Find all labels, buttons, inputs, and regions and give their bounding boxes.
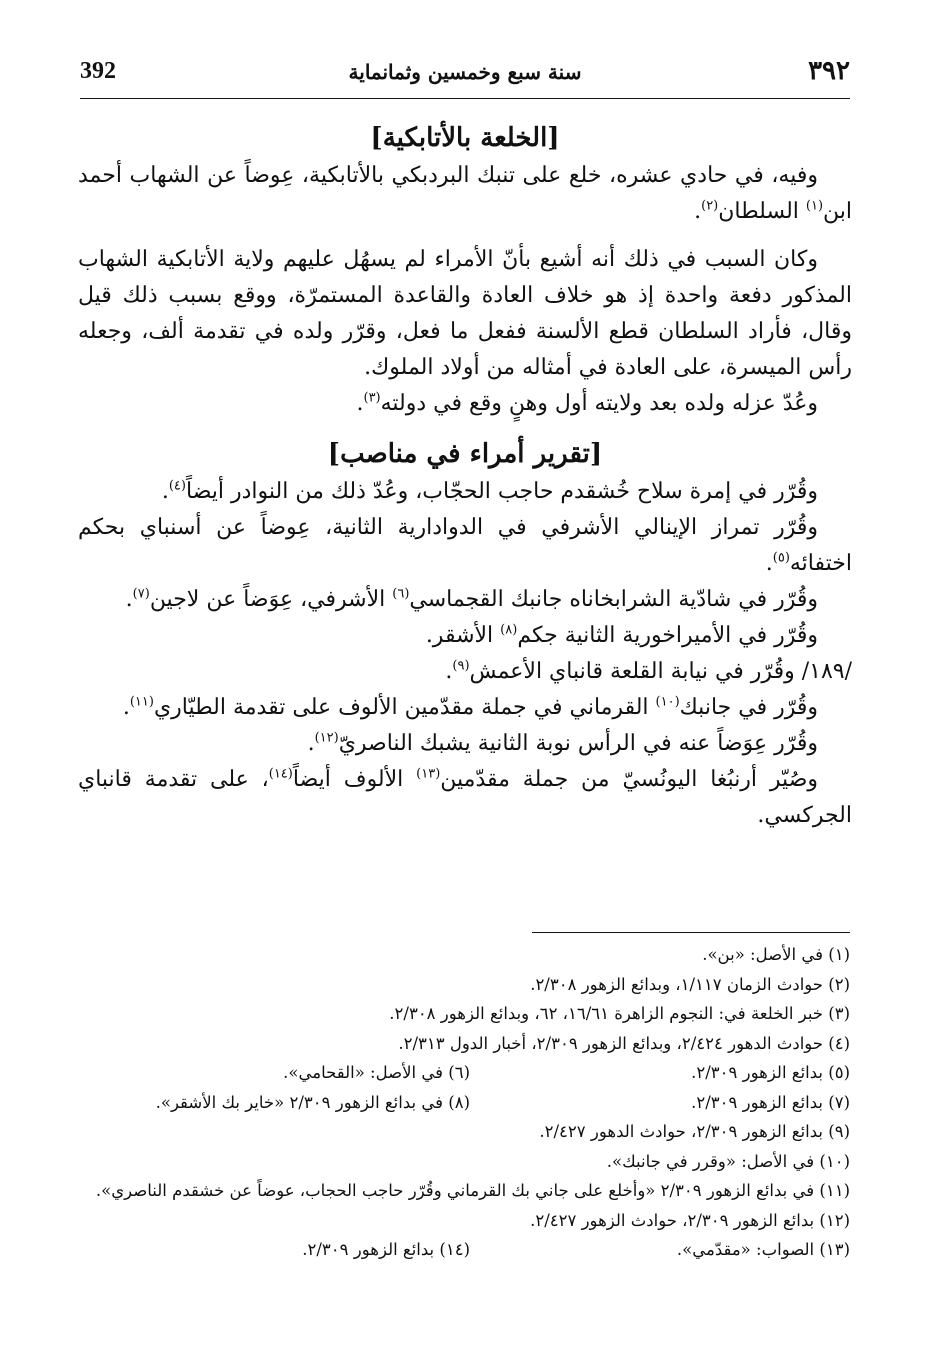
- footnote-6: (٦) في الأصل: «القحامي».: [283, 1063, 470, 1082]
- footnote-3: (٣) خبر الخلعة في: النجوم الزاهرة ١٦/٦١، ٦٢، وبدائع الزهور ٢/٣٠٨.: [389, 1004, 850, 1023]
- footnote-4: (٤) حوادث الدهور ٢/٤٢٤، وبدائع الزهور ٢/٣٠٩، أخبار الدول ٢/٣١٣.: [398, 1033, 850, 1053]
- footnote-ref[interactable]: (٨): [500, 622, 518, 638]
- section-heading-atabakiya: [الخلعة بالأتابكية]: [370, 123, 560, 153]
- footnote-5: (٥) بدائع الزهور ٢/٣٠٩.: [691, 1063, 850, 1082]
- footnote-ref[interactable]: (٥): [772, 550, 790, 566]
- footnote-14: (١٤) بدائع الزهور ٢/٣٠٩.: [302, 1240, 470, 1259]
- section-heading-appointments: [تقرير أمراء في مناصب]: [327, 439, 603, 469]
- running-title: سنة سبع وخمسين وثمانماية: [348, 60, 582, 84]
- paragraph: وقُرّر في جانبك$^{(١٠)}$ القرماني في جملة مقدّمين الألوف على تقدمة الطيّاري$^{(١١)}$.: [122, 694, 818, 720]
- running-header: [80, 58, 850, 98]
- footnote-12: (١٢) بدائع الزهور ٢/٣٠٩، حوادث الزهور ٢/٤٢٧.: [530, 1210, 850, 1230]
- footnote-ref[interactable]: (٤): [168, 478, 186, 494]
- paragraph: وقُرّر تمراز الإينالي الأشرفي في الدوادارية الثانية، عِوضاً عن أسنباي بحكم اختفائه$^{(٥)}$.: [78, 515, 852, 576]
- paragraph: وكان السبب في ذلك أنه أشيع بأنّ الأمراء لم يسهُل عليهم ولاية الأتابكية الشهاب المذكور دفعة واحدة إذ هو خلاف العادة والقاعدة المستمرّة، ووقع بسبب ذلك قيل وقال، فأراد السلطان قطع الألسنة ففعل ما فعل، وقرّر ولده في تقدمة ألف، وجعله رأس الميسرة، على العادة في أمثاله من أولاد الملوك.: [78, 247, 852, 380]
- page-number-latin: 392: [80, 58, 116, 84]
- main-text: [78, 118, 852, 834]
- paragraph: وصُيّر أرنبُغا اليونُسيّ من جملة مقدّمين$^{(١٣)}$ الألوف أيضاً$^{(١٤)}$، على تقدمة قانباي الجركسي.: [78, 766, 852, 828]
- footnote-11: (١١) في بدائع الزهور ٢/٣٠٩ «وأخلع على جاني بك القرماني وقُرّر حاجب الحجاب، عوضاً عن خشقدم الناصري».: [95, 1181, 850, 1200]
- footnote-ref[interactable]: (٦): [392, 586, 410, 602]
- paragraph: وقُرّر في إمرة سلاح خُشقدم حاجب الحجّاب، وعُدّ ذلك من النوادر أيضاً$^{(٤)}$.: [161, 478, 818, 504]
- footnote-ref[interactable]: (١٤): [268, 766, 293, 782]
- paragraph: وقُرّر عِوَضاً عنه في الرأس نوبة الثانية يشبك الناصريّ$^{(١٢)}$.: [307, 730, 818, 756]
- paragraph: وقُرّر في الأميراخورية الثانية جكم$^{(٨)}$ الأشقر.: [425, 622, 818, 648]
- footnote-row: [80, 1058, 850, 1088]
- footnote-ref[interactable]: (٣): [363, 390, 381, 406]
- footnote-ref[interactable]: (٢): [701, 198, 719, 214]
- footnote-rule: [532, 932, 850, 933]
- paragraph: وقُرّر في شادّية الشرابخاناه جانبك القجماسي$^{(٦)}$ الأشرفي، عِوَضاً عن لاجين$^{(٧)}$.: [125, 586, 818, 612]
- footnote-1: (١) في الأصل: «بن».: [702, 945, 850, 964]
- footnote-ref[interactable]: (٧): [132, 586, 150, 602]
- paragraph: /١٨٩/ وقُرّر في نيابة القلعة قانباي الأعمش$^{(٩)}$.: [445, 658, 852, 684]
- footnote-ref[interactable]: (١٣): [416, 766, 441, 782]
- footnote-13: (١٣) الصواب: «مقدّمي».: [676, 1240, 850, 1259]
- paragraph: وفيه، في حادي عشره، خلع على تنبك البردبكي بالأتابكية، عِوضاً عن الشهاب أحمد ابن$^{(١)}$ السلطان$^{(٢)}$.: [78, 163, 852, 224]
- footnote-ref[interactable]: (١): [805, 198, 824, 214]
- footnote-ref[interactable]: (١٢): [314, 730, 339, 746]
- footnote-7: (٧) بدائع الزهور ٢/٣٠٩.: [691, 1092, 850, 1112]
- paragraph: وعُدّ عزله ولده بعد ولايته أول وهنٍ وقع في دولته$^{(٣)}$.: [356, 390, 818, 416]
- page-number-arabic: ٣٩٢: [808, 56, 850, 86]
- footnote-row: [80, 1235, 850, 1265]
- footnote-2: (٢) حوادث الزمان ١/١١٧، وبدائع الزهور ٢/٣٠٨.: [530, 974, 850, 994]
- footnote-9: (٩) بدائع الزهور ٢/٣٠٩، حوادث الدهور ٢/٤٢٧.: [539, 1122, 850, 1141]
- footnote-ref[interactable]: (١٠): [655, 694, 680, 710]
- footnote-10: (١٠) في الأصل: «وقرر في جانبك».: [606, 1151, 850, 1171]
- footnote-ref[interactable]: (١١): [129, 694, 154, 710]
- footnotes: [80, 940, 850, 1265]
- footnote-ref[interactable]: (٩): [452, 658, 470, 674]
- footnote-8: (٨) في بدائع الزهور ٢/٣٠٩ «خاير بك الأشقر».: [155, 1092, 470, 1112]
- header-rule: [80, 98, 850, 99]
- footnote-row: [80, 1088, 850, 1118]
